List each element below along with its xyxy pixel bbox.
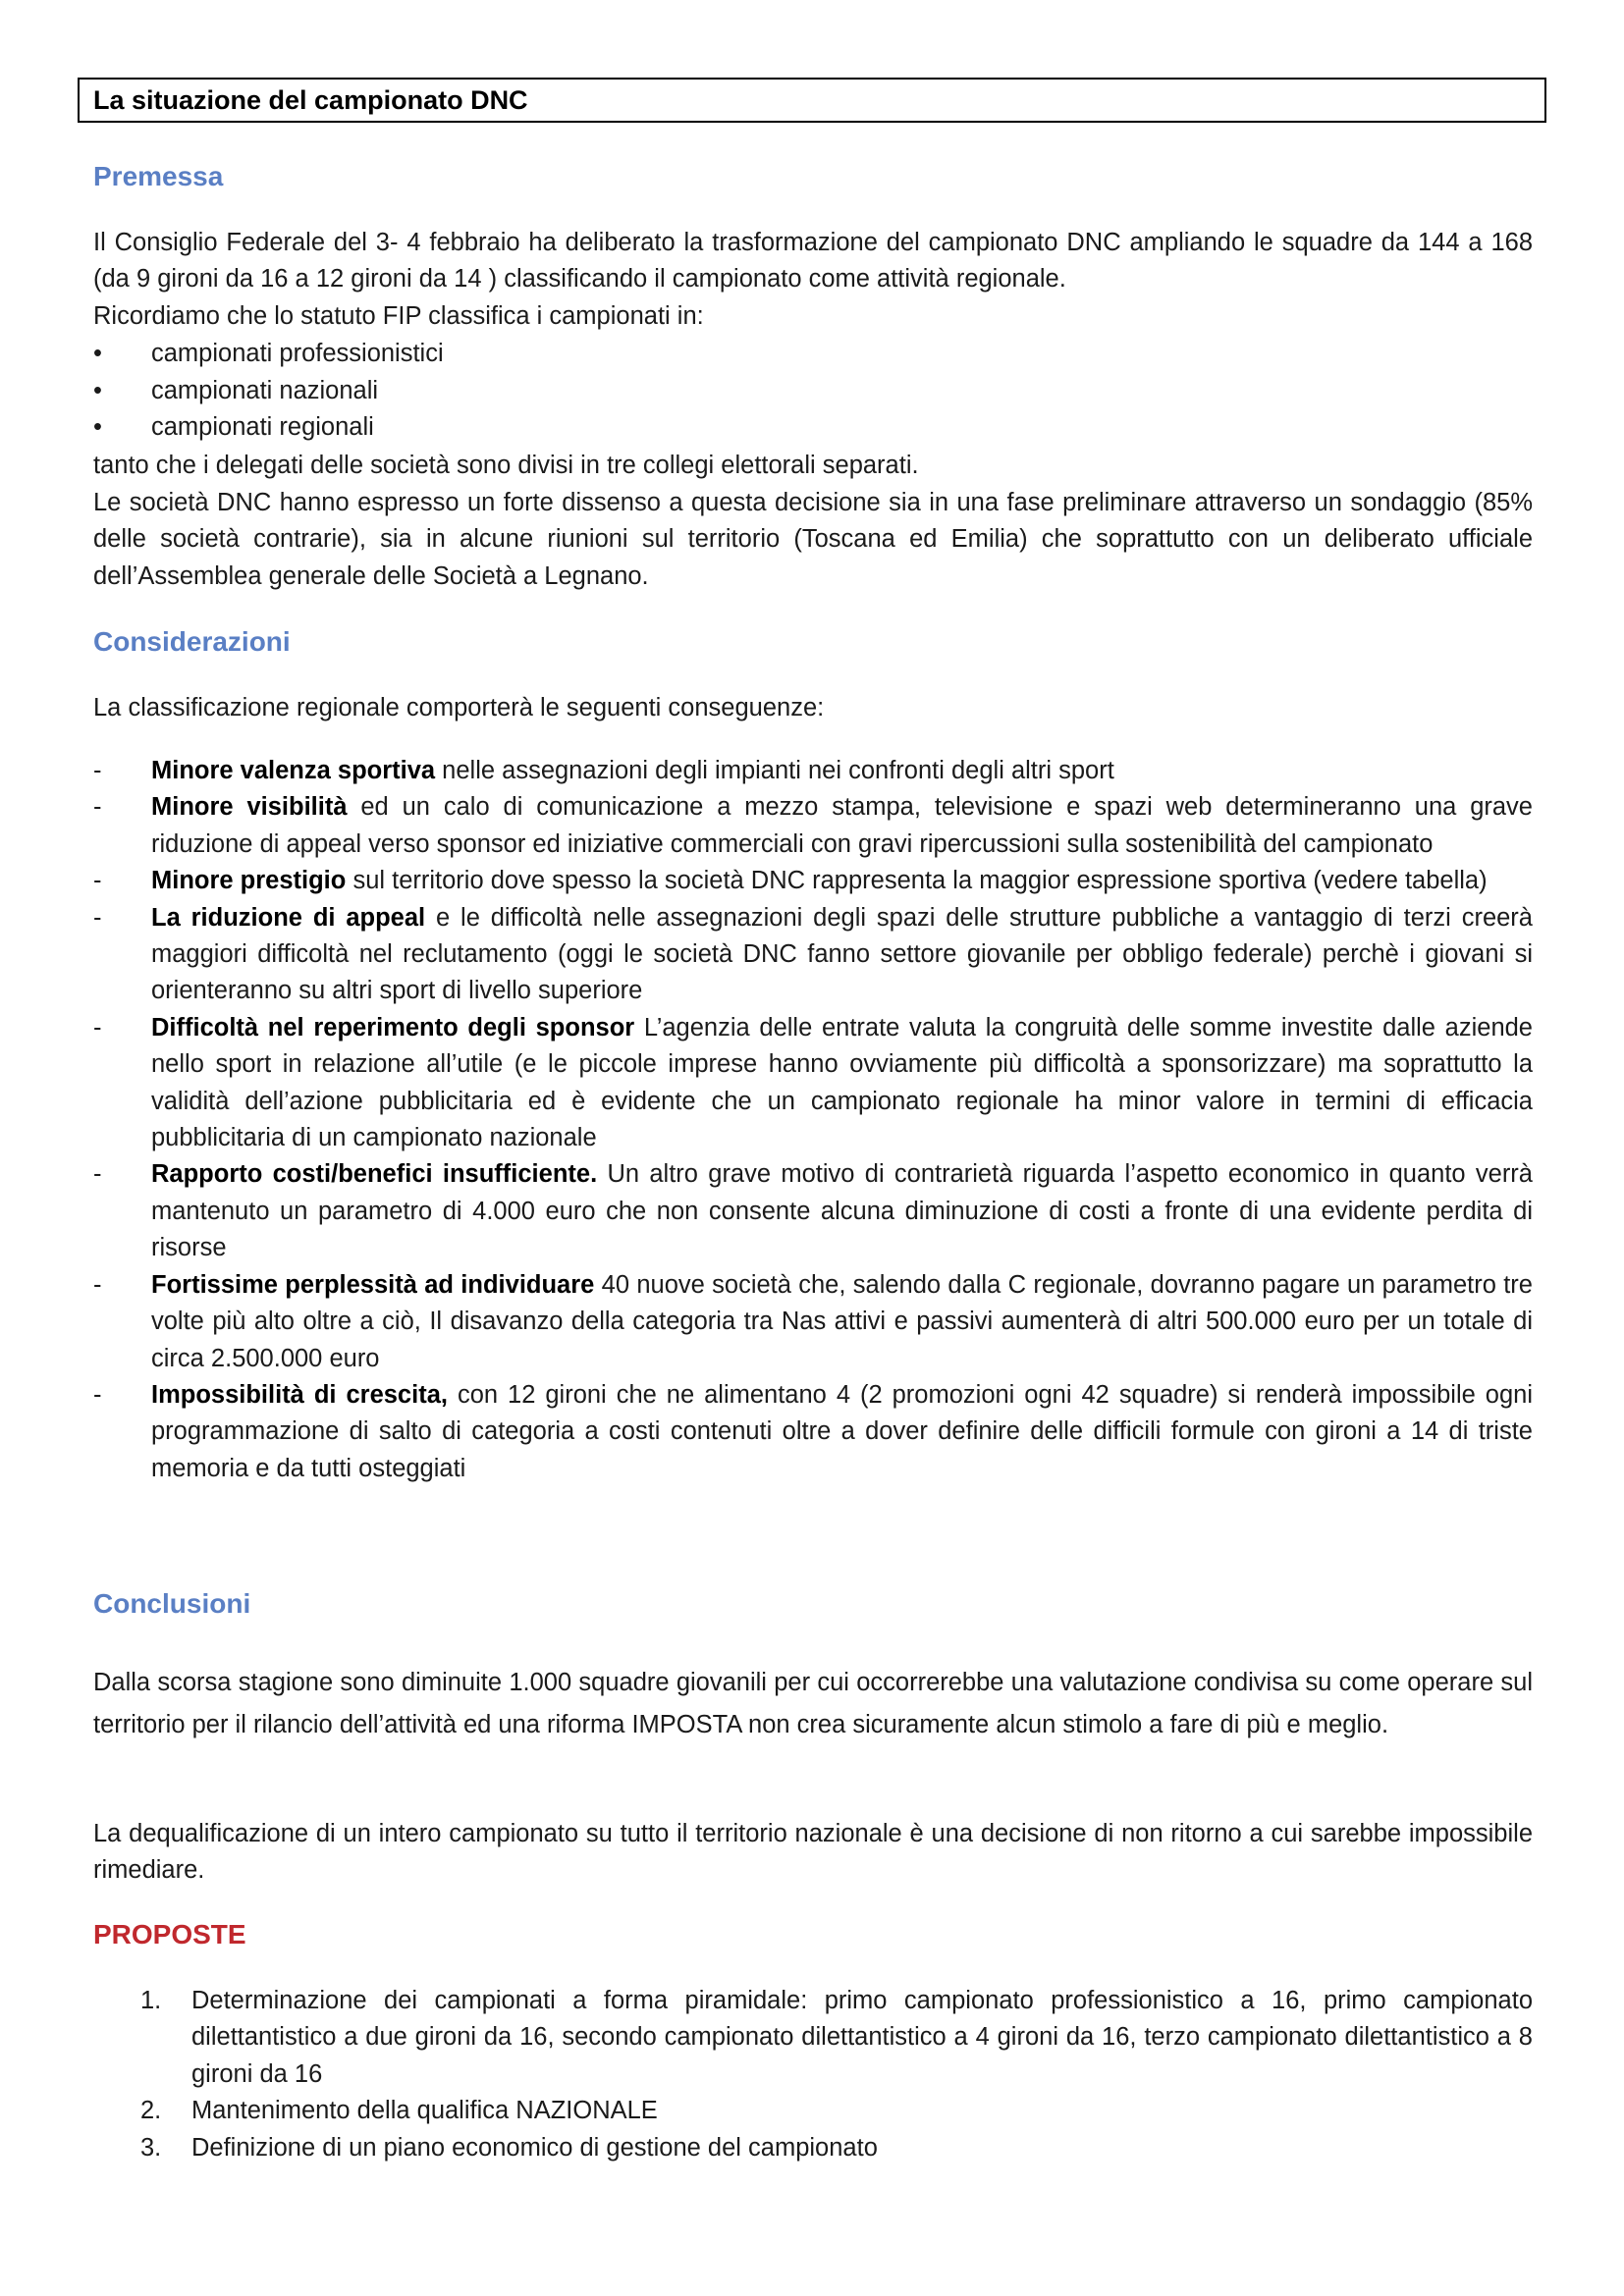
dash-marker: - [93, 757, 102, 784]
bullet-icon: • [93, 376, 102, 404]
bullet-icon: • [93, 413, 102, 442]
dash-marker: - [93, 1013, 102, 1041]
premessa-paragraph-3: tanto che i delegati delle società sono divisi in tre collegi elettorali separati. [93, 452, 919, 479]
dash-marker: - [93, 1380, 102, 1409]
list-item: 2. Mantenimento della qualifica NAZIONALE [93, 2093, 1533, 2129]
list-item: - Minore visibilità ed un calo di comunicazione a mezzo stampa, televisione e spazi web determineranno una grave riduzione di appeal verso sponsor ed iniziative commerciali con gravi ripercussioni sulla sostenibilità del campionato [93, 789, 1533, 863]
proposals-list [93, 1983, 1533, 2166]
considerazioni-intro: La classificazione regionale comporterà le seguenti conseguenze: [93, 694, 825, 721]
list-number: 3. [140, 2133, 162, 2162]
consequences-list [93, 753, 1533, 1487]
list-number: 2. [140, 2097, 162, 2125]
list-item: - Minore prestigio sul territorio dove spesso la società DNC rappresenta la maggior espressione sportiva (vedere tabella) [93, 863, 1533, 899]
list-item: - Minore valenza sportiva nelle assegnazioni degli impianti nei confronti degli altri sport [93, 753, 1533, 789]
dash-marker: - [93, 1270, 102, 1299]
list-number: 1. [140, 1987, 162, 2014]
dash-marker: - [93, 1160, 102, 1189]
bullet-icon: • [93, 340, 102, 367]
list-item: • campionati professionistici [93, 336, 1533, 373]
premessa-paragraph-2: Ricordiamo che lo statuto FIP classifica i campionati in: [93, 302, 704, 330]
list-item: - Rapporto costi/benefici insufficiente. Un altro grave motivo di contrarietà riguarda l’aspetto economico in quanto verrà mantenuto un parametro di 4.000 euro che non consente alcuna diminuzione di costi a fronte di una evidente perdita di risorse [93, 1156, 1533, 1266]
list-item: • campionati regionali [93, 409, 1533, 447]
list-item: - Fortissime perplessità ad individuare 40 nuove società che, salendo dalla C regionale, dovranno pagare un parametro tre volte più alto oltre a ciò, Il disavanzo della categoria tra Nas attivi e passivi aumenterà di altri 500.000 euro per un totale di circa 2.500.000 euro [93, 1267, 1533, 1377]
section-heading-considerazioni: Considerazioni [93, 626, 291, 657]
list-item: - Difficoltà nel reperimento degli sponsor L’agenzia delle entrate valuta la congruità delle somme investite dalle aziende nello sport in relazione all’utile (e le piccole imprese hanno ovviamente più difficoltà a sponsorizzare) ma soprattutto la validità dell’azione pubblicitaria ed è evidente che un campionato regionale ha minor valore in termini di efficacia pubblicitaria di un campionato nazionale [93, 1010, 1533, 1157]
list-item: 1. Determinazione dei campionati a forma piramidale: primo campionato professionistico a 16, primo campionato dilettantistico a due gironi da 16, secondo campionato dilettantistico a 4 gironi da 16, terzo campionato dilettantistico a 8 gironi da 16 [93, 1983, 1533, 2093]
list-item: - La riduzione di appeal e le difficoltà nelle assegnazioni degli spazi delle strutture pubbliche a vantaggio di terzi creerà maggiori difficoltà nel reclutamento (oggi le società DNC fanno settore giovanile per obbligo federale) perchè i giovani si orienteranno su altri sport di livello superiore [93, 900, 1533, 1010]
premessa-paragraph-4: Le società DNC hanno espresso un forte dissenso a questa decisione sia in una fase preliminare attraverso un sondaggio (85% delle società contrarie), sia in alcune riunioni sul territorio (Toscana ed Emilia) che soprattutto con un deliberato ufficiale dell’Assemblea generale delle Società a Legnano. [93, 489, 1533, 590]
section-heading-conclusioni: Conclusioni [93, 1588, 251, 1619]
conclusioni-paragraph-2: La dequalificazione di un intero campionato su tutto il territorio nazionale è una decisione di non ritorno a cui sarebbe impossibile rimediare. [93, 1820, 1533, 1885]
section-heading-proposte: PROPOSTE [93, 1919, 246, 1949]
dash-marker: - [93, 903, 102, 932]
dash-marker: - [93, 867, 102, 895]
section-heading-premessa: Premessa [93, 161, 224, 191]
dash-marker: - [93, 793, 102, 822]
document-title: La situazione del campionato DNC [78, 78, 1546, 123]
list-item: 3. Definizione di un piano economico di gestione del campionato [93, 2130, 1533, 2166]
conclusioni-paragraph-1: Dalla scorsa stagione sono diminuite 1.000 squadre giovanili per cui occorrerebbe una valutazione condivisa su come operare sul territorio per il rilancio dell’attività ed una riforma IMPOSTA non crea sicuramente alcun stimolo a fare di più e meglio. [93, 1669, 1533, 1738]
list-item: - Impossibilità di crescita, con 12 gironi che ne alimentano 4 (2 promozioni ogni 42 squadre) si renderà impossibile ogni programmazione di salto di categoria a costi contenuti oltre a dover definire delle difficili formule con gironi a 14 di triste memoria e da tutti osteggiati [93, 1377, 1533, 1487]
championship-type-list [93, 336, 1533, 447]
premessa-paragraph-1: Il Consiglio Federale del 3- 4 febbraio ha deliberato la trasformazione del campionato DNC ampliando le squadre da 144 a 168 (da 9 gironi da 16 a 12 gironi da 14 ) classificando il campionato come attività regionale. [93, 229, 1533, 294]
list-item: • campionati nazionali [93, 373, 1533, 410]
